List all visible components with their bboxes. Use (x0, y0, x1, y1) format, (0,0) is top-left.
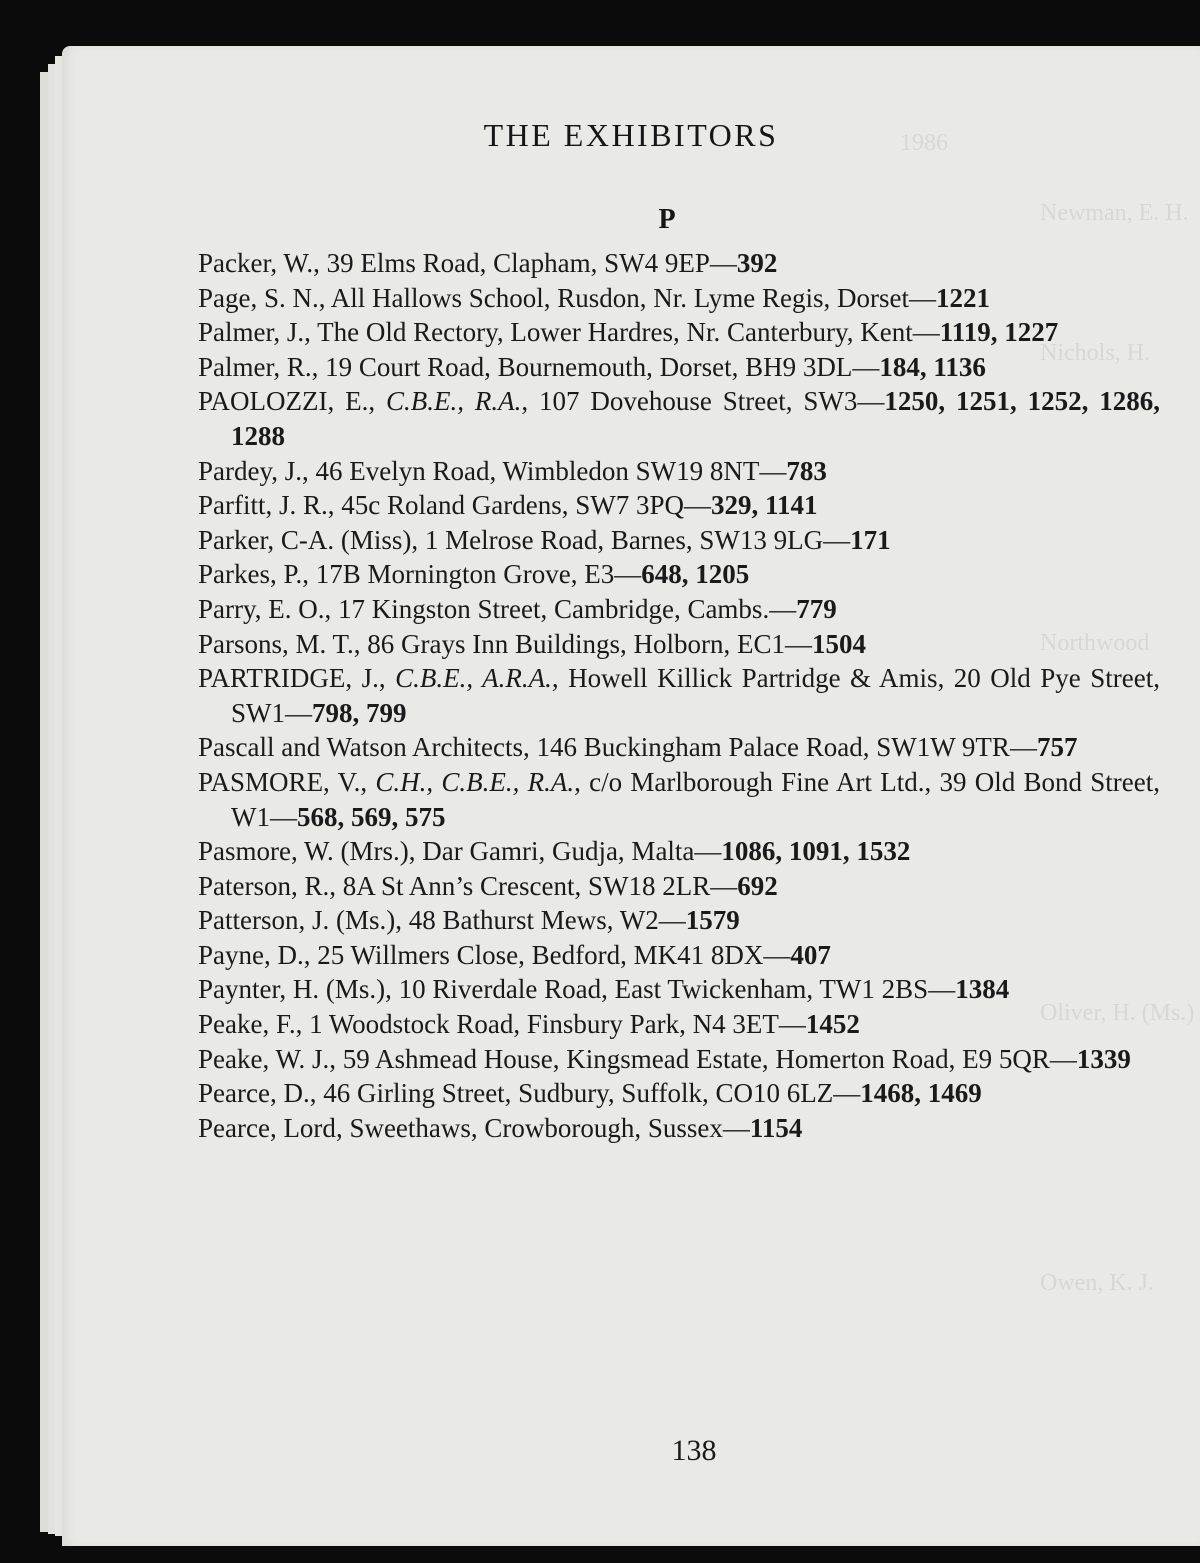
catalogue-numbers: 1452 (805, 1009, 860, 1040)
exhibitor-address: 46 Evelyn Road, Wimbledon SW19 8NT (315, 455, 760, 486)
page-number: 138 (671, 1434, 717, 1467)
exhibitor-address: 45c Roland Gardens, SW7 3PQ (341, 490, 684, 521)
catalogue-numbers: 329, 1141 (710, 490, 818, 521)
exhibitor-name: Pearce, D. (198, 1078, 310, 1109)
exhibitor-address: 39 Elms Road, Clapham, SW4 9EP (326, 248, 710, 278)
exhibitor-address: 59 Ashmead House, Kingsmead Estate, Homerton Road, E9 5QR (342, 1043, 1050, 1074)
exhibitor-address: 17B Mornington Grove, E3 (315, 559, 615, 590)
catalogue-numbers: 692 (737, 870, 778, 901)
catalogue-numbers: 184, 1136 (879, 351, 986, 382)
show-through-text: Oliver, H. (Ms.) (1040, 1000, 1195, 1026)
page-title: THE EXHIBITORS (483, 117, 779, 153)
exhibitor-name: Peake, W. J. (198, 1043, 330, 1074)
exhibitor-name: Paterson, R. (198, 870, 330, 901)
catalogue-numbers: 1579 (685, 905, 740, 936)
exhibitor-entry: PASMORE, V., C.H., C.B.E., R.A., c/o Marlborough Fine Art Ltd., 39 Old Bond Street, W1—568, 569, 575 (198, 766, 1160, 832)
exhibitor-name: Payne, D. (198, 939, 304, 970)
catalogue-numbers: 1384 (955, 974, 1010, 1005)
exhibitor-entry: Peake, F., 1 Woodstock Road, Finsbury Park, N4 3ET—1452 (198, 1009, 860, 1040)
show-through-text: Owen, K. J. (1040, 1270, 1154, 1296)
exhibitor-address: 86 Grays Inn Buildings, Holborn, EC1 (367, 628, 786, 659)
exhibitor-entry: Pardey, J., 46 Evelyn Road, Wimbledon SW19 8NT—783 (198, 455, 827, 486)
exhibitor-address: 107 Dovehouse Street, SW3 (539, 386, 858, 417)
show-through-text: Northwood (1040, 630, 1150, 656)
exhibitor-honours: C.B.E., A.R.A. (395, 663, 552, 694)
exhibitor-address: Dar Gamri, Gudja, Malta (422, 836, 695, 867)
exhibitor-name: Pardey, J. (198, 455, 302, 486)
catalogue-numbers: 648, 1205 (641, 559, 750, 590)
exhibitor-address: 8A St Ann’s Crescent, SW18 2LR (342, 870, 711, 901)
exhibitor-entry: Payne, D., 25 Willmers Close, Bedford, MK41 8DX—407 (198, 939, 831, 970)
exhibitor-name: PAOLOZZI, E. (198, 386, 369, 417)
exhibitor-entry: PARTRIDGE, J., C.B.E., A.R.A., Howell Killick Partridge & Amis, 20 Old Pye Street, SW1—798, 799 (198, 663, 1161, 728)
exhibitor-address: Sweethaws, Crowborough, Sussex (349, 1112, 723, 1143)
exhibitor-entry: Pascall and Watson Architects, 146 Buckingham Palace Road, SW1W 9TR—757 (198, 732, 1078, 763)
exhibitor-entry: Patterson, J. (Ms.), 48 Bathurst Mews, W2—1579 (198, 905, 740, 936)
exhibitor-entry: Peake, W. J., 59 Ashmead House, Kingsmead Estate, Homerton Road, E9 5QR—1339 (198, 1043, 1131, 1074)
exhibitor-list (198, 246, 1160, 1145)
exhibitor-entry: Parry, E. O., 17 Kingston Street, Cambridge, Cambs.—779 (198, 593, 837, 624)
exhibitor-address: 17 Kingston Street, Cambridge, Cambs. (337, 593, 770, 624)
catalogue-numbers: 1154 (749, 1112, 803, 1143)
exhibitor-address: The Old Rectory, Lower Hardres, Nr. Canterbury, Kent (317, 317, 913, 348)
exhibitor-name: Palmer, R. (198, 351, 312, 382)
exhibitor-name: Pascall and Watson Architects (198, 732, 524, 763)
exhibitor-name: Parsons, M. T. (198, 628, 354, 659)
exhibitor-name: Peake, F. (198, 1009, 296, 1040)
exhibitor-name: Parker, C-A. (Miss) (198, 524, 412, 555)
exhibitor-entry: Packer, W., 39 Elms Road, Clapham, SW4 9EP—392 (198, 248, 778, 278)
catalogue-numbers: 1119, 1227 (939, 317, 1059, 348)
catalogue-numbers: 1250, 1251, 1252, 1286, 1288 (231, 386, 1161, 451)
exhibitor-entry: Parkes, P., 17B Mornington Grove, E3—648, 1205 (198, 559, 750, 590)
catalogue-numbers: 757 (1036, 732, 1078, 763)
exhibitor-name: Paynter, H. (Ms.) (198, 974, 386, 1005)
exhibitor-address: 25 Willmers Close, Bedford, MK41 8DX (317, 939, 764, 970)
catalogue-numbers: 1086, 1091, 1532 (721, 836, 911, 867)
exhibitor-entry: Parsons, M. T., 86 Grays Inn Buildings, Holborn, EC1—1504 (198, 628, 867, 659)
exhibitor-name: Palmer, J. (198, 317, 305, 348)
exhibitor-name: Patterson, J. (Ms.) (198, 905, 396, 936)
catalogue-numbers: 392 (736, 248, 778, 278)
exhibitor-address: 146 Buckingham Palace Road, SW1W 9TR (536, 732, 1010, 763)
exhibitor-address: 1 Melrose Road, Barnes, SW13 9LG (424, 524, 824, 555)
exhibitor-name: Pasmore, W. (Mrs.) (198, 836, 409, 867)
exhibitor-name: Packer, W. (198, 248, 314, 278)
exhibitor-address: 46 Girling Street, Sudbury, Suffolk, CO10 6LZ (323, 1078, 834, 1109)
catalogue-numbers: 783 (786, 455, 827, 486)
show-through-text: Nichols, H. (1040, 340, 1150, 366)
exhibitor-address: 10 Riverdale Road, East Twickenham, TW1 2BS (398, 974, 929, 1005)
catalogue-numbers: 1339 (1076, 1043, 1131, 1074)
exhibitor-name: PASMORE, V. (198, 766, 361, 797)
exhibitor-address: 1 Woodstock Road, Finsbury Park, N4 3ET (309, 1009, 779, 1040)
show-through-text: Newman, E. H. (1040, 200, 1189, 226)
show-through-text: 1986 (900, 130, 948, 156)
exhibitor-name: Pearce, Lord (198, 1112, 336, 1143)
catalogue-numbers: 779 (796, 593, 837, 624)
exhibitor-name: Parfitt, J. R. (198, 490, 328, 521)
exhibitor-entry: Parker, C-A. (Miss), 1 Melrose Road, Barnes, SW13 9LG—171 (198, 524, 891, 555)
exhibitor-address: 19 Court Road, Bournemouth, Dorset, BH9 3DL (325, 351, 853, 382)
catalogue-numbers: 798, 799 (312, 697, 407, 728)
exhibitor-name: Parry, E. O. (198, 593, 325, 624)
catalogue-numbers: 1221 (936, 282, 990, 313)
exhibitor-entry: Page, S. N., All Hallows School, Rusdon, Nr. Lyme Regis, Dorset—1221 (198, 282, 990, 313)
exhibitor-entry: Palmer, J., The Old Rectory, Lower Hardres, Nr. Canterbury, Kent—1119, 1227 (198, 317, 1059, 348)
exhibitor-entry: PAOLOZZI, E., C.B.E., R.A., 107 Dovehouse Street, SW3—1250, 1251, 1252, 1286, 1288 (198, 386, 1161, 451)
exhibitor-entry: Pearce, Lord, Sweethaws, Crowborough, Sussex—1154 (198, 1112, 803, 1143)
catalogue-numbers: 407 (790, 939, 831, 970)
exhibitor-address: Howell Killick Partridge & Amis, 20 Old Pye Street, SW1 (231, 663, 1161, 728)
exhibitor-entry: Paterson, R., 8A St Ann’s Crescent, SW18 2LR—692 (198, 870, 778, 901)
exhibitor-entry: Palmer, R., 19 Court Road, Bournemouth, Dorset, BH9 3DL—184, 1136 (198, 351, 986, 382)
exhibitor-address: 48 Bathurst Mews, W2 (408, 905, 659, 936)
section-letter: P (658, 204, 676, 235)
exhibitor-entry: Pasmore, W. (Mrs.), Dar Gamri, Gudja, Malta—1086, 1091, 1532 (198, 836, 911, 867)
exhibitor-entry: Parfitt, J. R., 45c Roland Gardens, SW7 3PQ—329, 1141 (198, 490, 818, 521)
exhibitor-entry: Paynter, H. (Ms.), 10 Riverdale Road, East Twickenham, TW1 2BS—1384 (198, 974, 1010, 1005)
exhibitor-name: Parkes, P. (198, 559, 303, 590)
exhibitor-entry: Pearce, D., 46 Girling Street, Sudbury, Suffolk, CO10 6LZ—1468, 1469 (198, 1078, 982, 1109)
catalogue-numbers: 1504 (812, 628, 867, 659)
exhibitor-address: c/o Marlborough Fine Art Ltd., 39 Old Bond Street, W1 (231, 766, 1160, 832)
catalogue-numbers: 171 (850, 524, 891, 555)
exhibitor-name: Page, S. N. (198, 282, 319, 313)
exhibitor-name: PARTRIDGE, J. (198, 663, 379, 694)
catalogue-numbers: 1468, 1469 (860, 1078, 982, 1109)
exhibitor-honours: C.B.E., R.A. (386, 386, 522, 417)
exhibitor-honours: C.H., C.B.E., R.A. (375, 766, 575, 797)
catalogue-numbers: 568, 569, 575 (296, 801, 446, 832)
exhibitor-address: All Hallows School, Rusdon, Nr. Lyme Regis, Dorset (330, 282, 909, 313)
